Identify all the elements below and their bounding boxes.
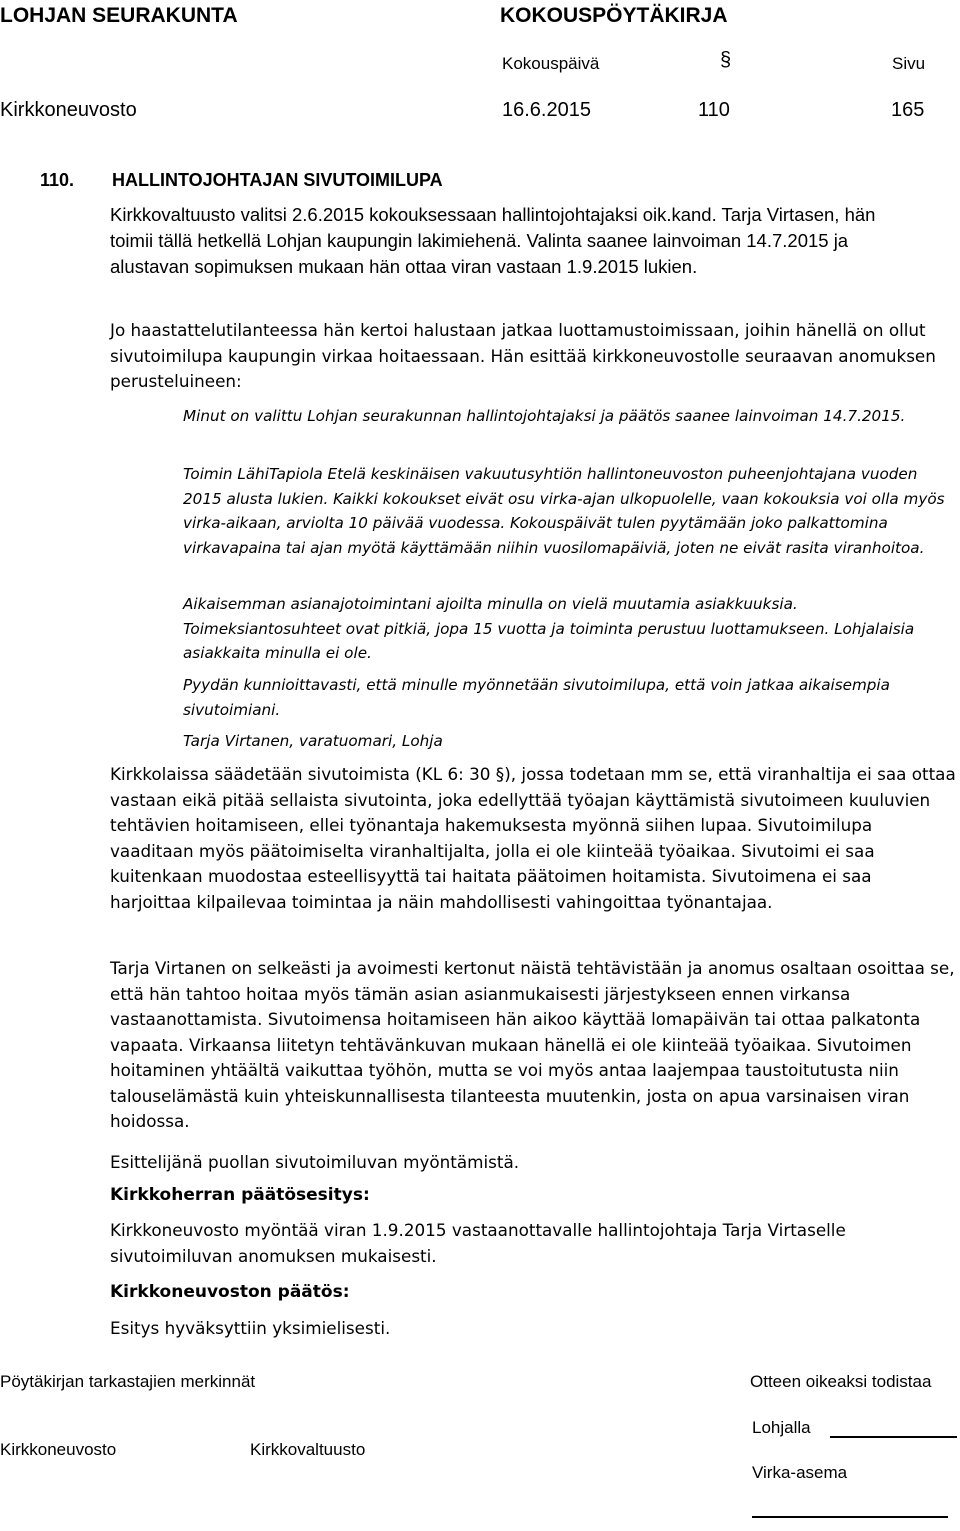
intro-paragraph-1: Kirkkovaltuusto valitsi 2.6.2015 kokouksessaan hallintojohtajaksi oik.kand. Tarja Virtasen, hän toimii tällä hetkellä Lohjan kaupungin lakimiehenä. Valinta saanee lainvoiman 14.7.2015 ja alustavan sopimuksen mukaan hän ottaa viran vastaan 1.9.2015 lukien. bbox=[110, 204, 876, 277]
page-number: 165 bbox=[891, 99, 925, 121]
meeting-date: 16.6.2015 bbox=[502, 99, 591, 121]
body-paragraph-3: Esittelijänä puollan sivutoimiluvan myöntämistä. bbox=[110, 1152, 520, 1172]
decision-heading: Kirkkoneuvoston päätös: bbox=[110, 1282, 350, 1302]
proposal-heading: Kirkkoherran päätösesitys: bbox=[110, 1185, 370, 1205]
footer-certify-title: Otteen oikeaksi todistaa bbox=[750, 1372, 932, 1391]
quote-signature: Tarja Virtanen, varatuomari, Lohja bbox=[183, 732, 443, 750]
place-signature-line bbox=[830, 1436, 957, 1438]
proposal-text: Kirkkoneuvosto myöntää viran 1.9.2015 vastaanottavalle hallintojohtaja Tarja Virtaselle sivutoimiluvan anomuksen mukaisesti. bbox=[110, 1220, 846, 1266]
section-label: § bbox=[720, 49, 732, 71]
page-label: Sivu bbox=[892, 54, 926, 73]
intro-paragraph-2: Jo haastattelutilanteessa hän kertoi halustaan jatkaa luottamustoimissaan, joihin hänellä on ollut sivutoimilupa kaupungin virkaa hoitaessaan. Hän esittää kirkkoneuvostolle seuraavan anomuksen perusteluineen: bbox=[110, 320, 936, 391]
body-paragraph-1: Kirkkolaissa säädetään sivutoimista (KL 6: 30 §), jossa todetaan mm se, että viranhaltija ei saa ottaa vastaan eikä pitää sellaista sivutointa, joka edellyttää työajan käyttämistä sivutoimeen kuuluvien tehtävien hoitamiseen, ellei työnantaja hakemuksesta myönnä siihen lupaa. Sivutoimilupa vaaditaan myös päätoimiselta viranhaltijalta, jolla ei ole kiinteää työaikaa. Sivutoimi ei saa kuitenkaan muodostaa esteellisyyttä tai haitata päätoimen hoitamista. Sivutoimena ei saa harjoittaa kilpailevaa toimintaa ja näin mahdollisesti vahingoittaa työnantajaa. bbox=[110, 764, 956, 912]
quote-paragraph-1: Minut on valittu Lohjan seurakunnan hallintojohtajaksi ja päätös saanee lainvoiman 14.7.2015. bbox=[183, 407, 906, 425]
body-paragraph-2: Tarja Virtanen on selkeästi ja avoimesti kertonut näistä tehtävistään ja anomus osaltaan osoittaa se, että hän tahtoo hoitaa myös tämän asian asianmukaisesti järjestykseen ennen virkansa vastaanottamista. Sivutoimensa hoitamiseen hän aikoo käyttää lomapäivän tai ottaa palkatonta vapaata. Virkaansa liitetyn tehtävänkuvan mukaan hänellä ei ole kiinteää työaikaa. Sivutoimen hoitaminen yhtäältä vaikuttaa työhön, mutta se voi myös antaa laajempaa taustoitutusta niin talouselämästä kuin yhteiskunnallisesta tilanteesta muutenkin, josta on apua varsinaisen viran hoidossa. bbox=[110, 958, 955, 1131]
decision-text: Esitys hyväksyttiin yksimielisesti. bbox=[110, 1318, 391, 1338]
signature-line bbox=[752, 1516, 948, 1518]
footer-col-kirkkoneuvosto: Kirkkoneuvosto bbox=[0, 1440, 117, 1459]
section-title: HALLINTOJOHTAJAN SIVUTOIMILUPA bbox=[112, 170, 443, 190]
footer-col-kirkkovaltuusto: Kirkkovaltuusto bbox=[250, 1440, 366, 1459]
section-number: 110 bbox=[698, 99, 730, 121]
quote-paragraph-3: Aikaisemman asianajotoimintani ajoilta minulla on vielä muutamia asiakkuuksia. Toimeksiantosuhteet ovat pitkiä, jopa 15 vuotta ja toiminta perustuu luottamukseen. Lohjalaisia asiakkaita minulla ei ole. bbox=[183, 595, 915, 662]
organization-name: LOHJAN SEURAKUNTA bbox=[0, 4, 238, 27]
quote-paragraph-4: Pyydän kunnioittavasti, että minulle myönnetään sivutoimilupa, että voin jatkaa aikaisempia sivutoimiani. bbox=[183, 676, 890, 719]
body-name: Kirkkoneuvosto bbox=[0, 99, 137, 121]
meeting-date-label: Kokouspäivä bbox=[502, 54, 600, 73]
footer-inspectors-title: Pöytäkirjan tarkastajien merkinnät bbox=[0, 1372, 256, 1391]
footer-place: Lohjalla bbox=[752, 1418, 811, 1437]
quote-paragraph-2: Toimin LähiTapiola Etelä keskinäisen vakuutusyhtiön hallintoneuvoston puheenjohtajana vuoden 2015 alusta lukien. Kaikki kokoukset eivät osu virka-ajan ulkopuolelle, vaan kokouksia voi olla myös virka-aikaan, arviolta 10 päivää vuodessa. Kokouspäivät tulen pyytämään joko palkattomina virkavapaina tai ajan myötä käyttämään niihin vuosilomapäiviä, joten ne eivät rasita viranhoitoa. bbox=[183, 465, 945, 557]
footer-role: Virka-asema bbox=[752, 1463, 848, 1482]
section-number-title: 110. bbox=[40, 170, 75, 190]
document-type: KOKOUSPÖYTÄKIRJA bbox=[500, 4, 728, 27]
